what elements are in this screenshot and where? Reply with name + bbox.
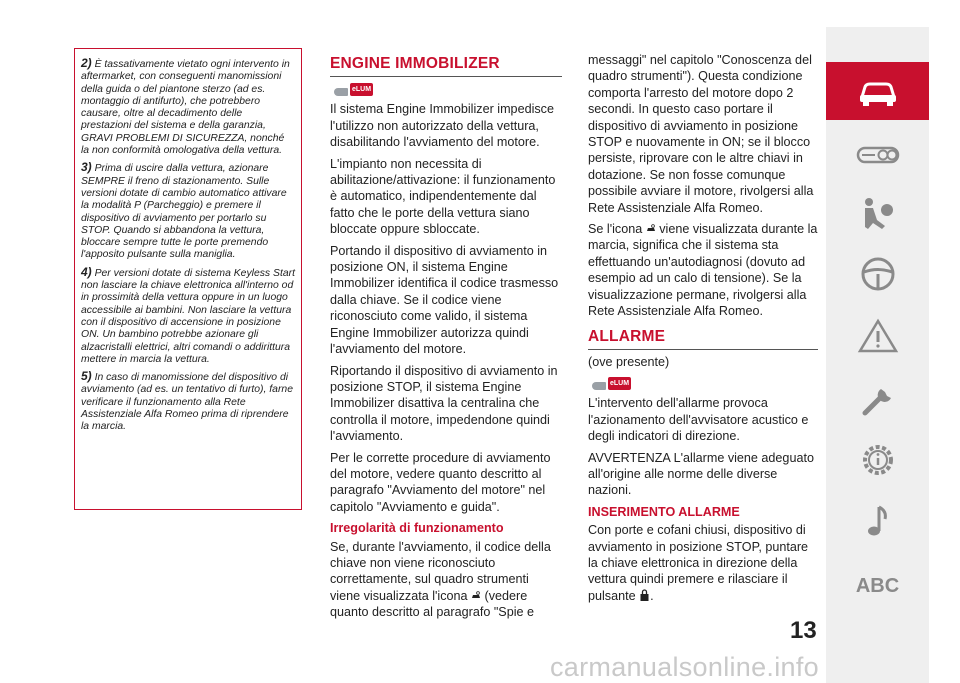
- engine-paragraph-1: Il sistema Engine Immobilizer impedisce l'utilizzo non autorizzato della vettura, disabilitando l'avviamento del motore.: [330, 102, 554, 150]
- engine-immobilizer-column: [330, 52, 562, 626]
- sidebar-item-safety[interactable]: [826, 185, 929, 243]
- engine-paragraph-5: Per le corrette procedure di avviamento del motore, vedere quanto descritto al paragrafo "Avviamento del motore" nel capitolo "Avviamento e guida".: [330, 450, 551, 514]
- alarm-column: [588, 52, 818, 609]
- alarm-optional-note: (ove presente): [588, 354, 670, 369]
- steering-wheel-icon: [855, 256, 901, 292]
- gear-info-icon: [855, 442, 901, 478]
- sidebar-item-dashboard[interactable]: [826, 125, 929, 183]
- warning-triangle-icon: [855, 318, 901, 354]
- elum-badge: eLUM: [334, 81, 562, 97]
- sidebar-item-emergency[interactable]: [826, 307, 929, 365]
- warning-note-2: 2) È tassativamente vietato ogni intervento in aftermarket, con conseguenti manomissioni della guida o del piantone sterzo (ad es. montaggio di antifurto), che potrebbero causare, oltre al decadimento delle prestazioni del sistema e della garanzia, GRAVI PROBLEMI DI SICUREZZA, nonché la non conformità omologativa della vettura.: [81, 56, 290, 157]
- key-icon: [592, 382, 606, 390]
- alarm-paragraph-2: AVVERTENZA L'allarme viene adeguato all'origine alle norme delle diverse nazioni.: [588, 450, 814, 498]
- engine-immobilizer-title: ENGINE IMMOBILIZER: [330, 52, 562, 77]
- engine-paragraph-4: Riportando il dispositivo di avviamento in posizione STOP, il sistema Engine Immobilizer disattiva la centralina che controlla il motore, impedendone quindi l'avviamento.: [330, 363, 558, 444]
- engine-paragraph-2: L'impianto non necessita di abilitazione/attivazione: il funzionamento è automatico, indipendentemente dal fatto che le porte della vettura siano bloccate oppure sbloccate.: [330, 156, 556, 237]
- lock-icon: [639, 589, 650, 601]
- sidebar-item-driving[interactable]: [826, 245, 929, 303]
- sidebar-item-index[interactable]: [826, 557, 929, 615]
- engine-paragraph-3: Portando il dispositivo di avviamento in posizione ON, il sistema Engine Immobilizer identifica il codice trasmesso dalla chiave. Se il codice viene riconosciuto come valido, il sistema Engine Immobilizer autorizza quindi l'avviamento del motore.: [330, 243, 559, 357]
- car-key-icon: [646, 224, 656, 234]
- watermark: carmanualsonline.info: [550, 652, 819, 682]
- alarm-paragraph-1: L'intervento dell'allarme provoca l'azionamento dell'avvisatore acustico e degli indicatori di direzione.: [588, 396, 809, 444]
- page-number: 13: [790, 617, 817, 644]
- sidebar-item-maintenance[interactable]: [826, 369, 929, 427]
- sidebar-item-car[interactable]: [826, 62, 929, 120]
- car-key-icon: [471, 591, 481, 601]
- autodiagnosis-paragraph: Se l'icona viene visualizzata durante la marcia, significa che il sistema sta effettuando un'autodiagnosi (dovuto ad esempio ad un calo di tensione). Se la visualizzazione permane, rivolgersi alla Rete Assistenziale Alfa Romeo.: [588, 222, 818, 319]
- music-note-icon: [855, 503, 901, 539]
- alarm-title: ALLARME: [588, 325, 818, 350]
- malfunction-subtitle: Irregolarità di funzionamento: [330, 521, 504, 536]
- warnings-box: [74, 48, 302, 510]
- warning-note-4: 4) Per versioni dotate di sistema Keyless Start non lasciare la chiave elettronica all'interno od in prossimità della vettura oppure in un luogo accessibile ai bambini. Non lasciare la vettura con il dispositivo di accensione in posizione ON. Un bambino potrebbe azionare gli alzacristalli elettrici, altri comandi o addirittura mettere in marcia la vettura.: [81, 264, 295, 365]
- chapter-sidebar: [826, 27, 929, 683]
- alarm-paragraph-3: Con porte e cofani chiusi, dispositivo di avviamento in posizione STOP, puntare la chiave elettronica in direzione della vettura quindi premere e rilasciare il pulsante .: [588, 523, 809, 603]
- key-icon: [334, 88, 348, 96]
- alarm-arming-subtitle: INSERIMENTO ALLARME: [588, 504, 740, 519]
- abc-label: ABC: [855, 574, 900, 597]
- sidebar-item-technical[interactable]: [826, 431, 929, 489]
- elum-badge: eLUM: [592, 375, 818, 391]
- car-icon: [855, 73, 901, 109]
- airbag-icon: [855, 196, 901, 232]
- engine-paragraph-6: Se, durante l'avviamento, il codice della chiave non viene riconosciuto correttamente, sul quadro strumenti viene visualizzata l'icona (vedere quanto descritto al paragrafo "Spie e: [330, 539, 551, 620]
- wrench-icon: [855, 380, 901, 416]
- dashboard-icon: [855, 136, 901, 172]
- warning-note-5: 5) In caso di manomissione del dispositivo di avviamento (ad es. un tentativo di furto), farne verificare il funzionamento alla Rete Assistenziale Alfa Romeo prima di riprendere la marcia.: [81, 369, 293, 433]
- sidebar-item-multimedia[interactable]: [826, 492, 929, 550]
- warning-note-3: 3) Prima di uscire dalla vettura, azionare SEMPRE il freno di stazionamento. Sulle versioni dotate di cambio automatico attivare la modalità P (Parcheggio) e premere il dispositivo di avviamento per portarlo su STOP. Quando si abbandona la vettura, bloccare sempre tutte le porte premendo l'apposito pulsante sulla maniglia.: [81, 160, 287, 261]
- messages-continuation: messaggi" nel capitolo "Conoscenza del quadro strumenti"). Questa condizione comporta l'arresto del motore dopo 2 secondi. In questo caso portare il dispositivo di avviamento in posizione STOP e nuovamente in ON; se il blocco persiste, riprovare con le altre chiavi in dotazione. Se non fosse comunque possibile avviare il motore, rivolgersi alla Rete Assistenziale Alfa Romeo.: [588, 53, 814, 215]
